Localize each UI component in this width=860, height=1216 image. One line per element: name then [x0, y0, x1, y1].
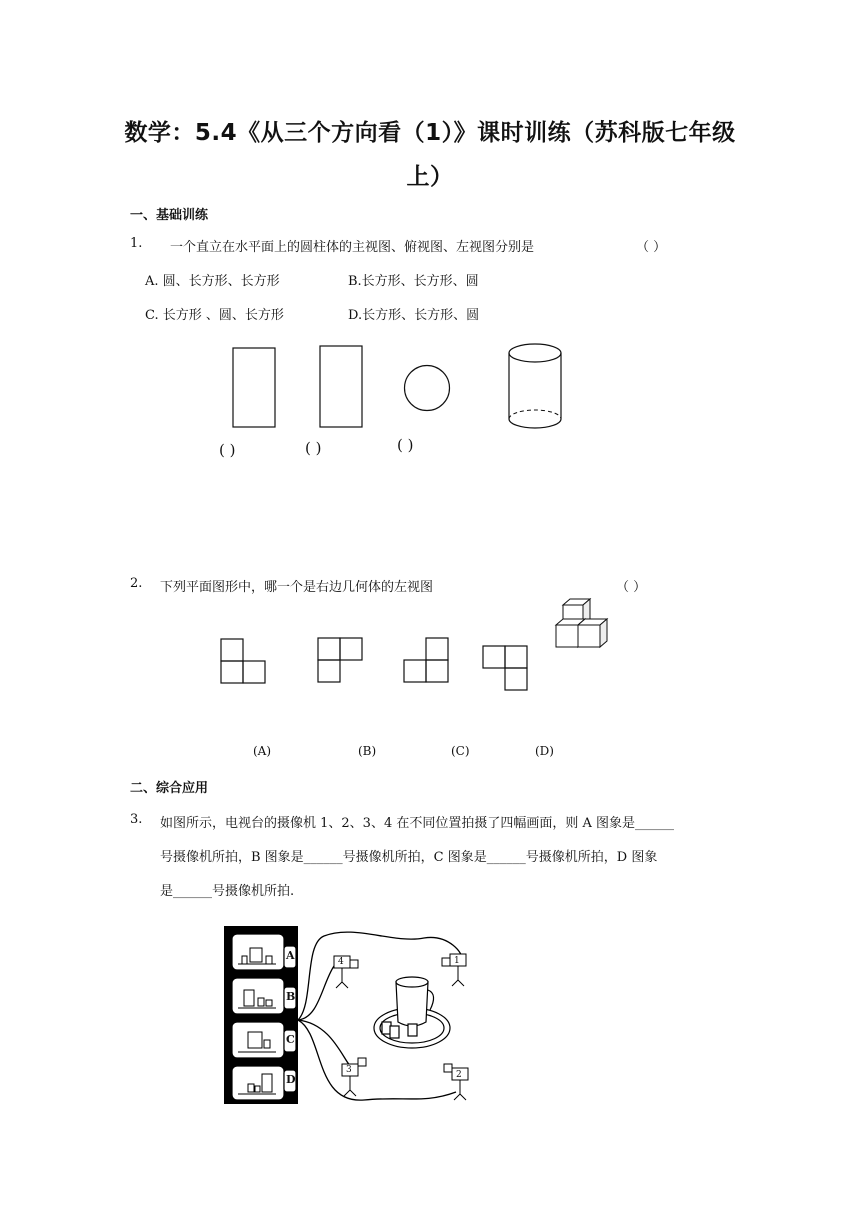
q1-number: 1. [130, 236, 143, 251]
q2-number: 2. [130, 576, 143, 591]
q2-text: 下列平面图形中，哪一个是右边几何体的左视图 [160, 580, 434, 595]
q2-solid-cubes [553, 598, 617, 652]
q2-figure-c [403, 637, 451, 683]
q1-figure-rectangle-1 [232, 347, 276, 429]
q3-number: 3. [130, 812, 143, 827]
q2-label-c: (C) [451, 744, 470, 758]
q2-figure-d [482, 645, 530, 691]
q1-option-c: C. 长方形 、圆、长方形 [145, 308, 284, 323]
q1-option-b: B.长方形、长方形、圆 [348, 274, 479, 289]
section-heading-application: 二、综合应用 [130, 781, 209, 796]
q1-text: 一个直立在水平面上的圆柱体的主视图、俯视图、左视图分别是 [170, 240, 535, 255]
q3-camera-label-3: 3 [346, 1065, 352, 1075]
q1-figure-rectangle-2 [319, 345, 363, 429]
q3-panel-label-a: A [286, 949, 295, 962]
q1-option-d: D.长方形、长方形、圆 [348, 308, 480, 323]
q3-camera-label-2: 2 [456, 1070, 462, 1080]
q1-blank-3: ( ) [397, 436, 414, 454]
q3-camera-illustration [224, 924, 494, 1108]
q1-blank-2: ( ) [305, 439, 322, 457]
q2-label-b: (B) [358, 744, 377, 758]
q3-panel-label-b: B [286, 990, 296, 1003]
section-heading-basic: 一、基础训练 [130, 208, 209, 223]
q1-figure-cylinder [507, 342, 563, 434]
q2-answer-paren: （ ） [616, 580, 647, 595]
page-title-continued: 上） [406, 164, 454, 190]
q1-blank-1: ( ) [219, 441, 236, 459]
q2-figure-a [220, 638, 268, 684]
q3-panel-label-d: D [286, 1073, 296, 1086]
q3-camera-label-4: 4 [338, 957, 344, 967]
q3-camera-label-1: 1 [454, 956, 460, 966]
q3-panel-label-c: C [286, 1033, 295, 1046]
q3-line-2: 号摄像机所拍，B 图象是______号摄像机所拍，C 图象是______号摄像机所拍，D 图象 [160, 850, 658, 865]
q2-figure-b [317, 637, 365, 683]
q1-figure-circle [403, 364, 451, 412]
q2-label-d: (D) [535, 744, 554, 758]
q3-line-1: 如图所示，电视台的摄像机 1、2、3、4 在不同位置拍摄了四幅画面，则 A 图象是______ [160, 816, 675, 831]
q1-option-a: A. 圆、长方形、长方形 [145, 274, 280, 289]
q3-line-3: 是______号摄像机所拍. [160, 884, 295, 899]
page-title: 数学：5.4《从三个方向看（1）》课时训练（苏科版七年级 [124, 120, 736, 146]
q1-answer-paren: （ ） [636, 240, 667, 255]
q2-label-a: (A) [253, 744, 272, 758]
